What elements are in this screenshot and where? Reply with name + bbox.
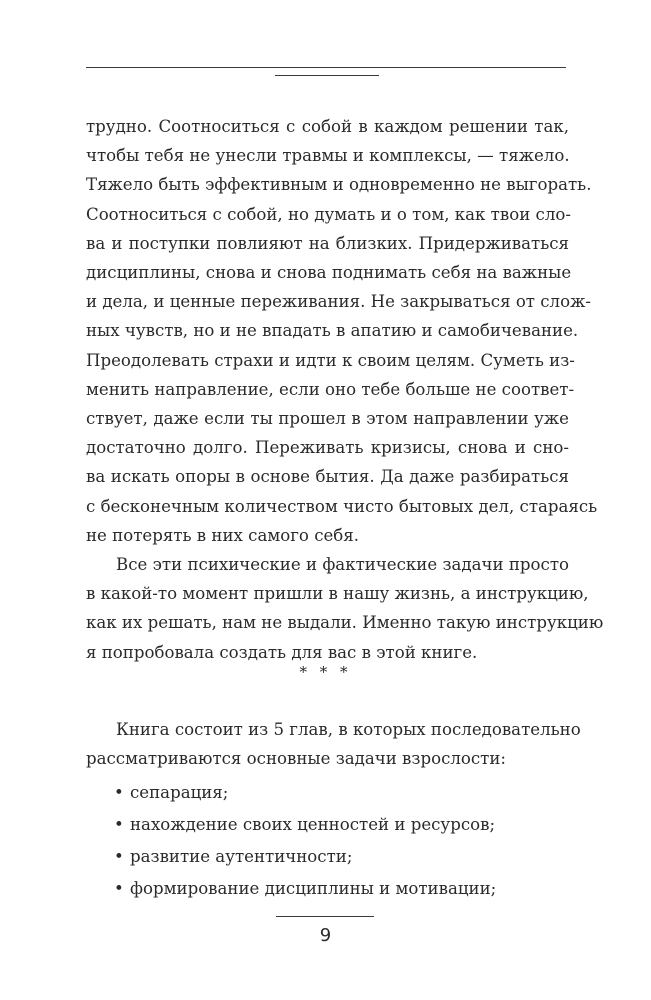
list-item-text: нахождение своих ценностей и ресурсов; (130, 815, 496, 835)
list-item-text: формирование дисциплины и мотивации; (130, 879, 497, 899)
text-line: чтобы тебя не унесли травмы и комплексы, — тяжело. (86, 146, 570, 166)
text-line: ных чувств, но и не впадать в апатию и самобичевание. (86, 321, 579, 341)
text-line: Тяжело быть эффективным и одновременно не выгорать. (86, 175, 592, 195)
header-short-rule (275, 75, 379, 76)
bullet-icon: • (114, 847, 124, 867)
paragraph-1 (86, 112, 598, 550)
text-line: менить направление, если оно тебе больше не соответ- (86, 379, 575, 399)
list-item-text: сепарация; (130, 783, 229, 803)
text-line: я попробовала создать для вас в этой книге. (86, 642, 478, 662)
tasks-list (86, 777, 569, 905)
bullet-icon: • (114, 879, 124, 899)
text-line: Соотноситься с собой, но думать и о том, как твои сло- (86, 204, 571, 224)
text-line: трудно. Соотноситься с собой в каждом решении так, (86, 117, 569, 136)
text-line: Все эти психические и фактические задачи просто (116, 555, 569, 575)
text-line: ствует, даже если ты прошел в этом направлении уже (86, 409, 569, 429)
bullet-icon: • (114, 815, 124, 835)
list-item (86, 873, 569, 905)
header-rule (86, 67, 566, 68)
paragraph-2 (86, 550, 604, 667)
list-item (86, 841, 569, 873)
text-line: Книга состоит из 5 глав, в которых последовательно (116, 720, 581, 739)
book-structure (86, 715, 581, 905)
list-item-text: развитие аутентичности; (130, 847, 353, 867)
paragraph-3 (86, 715, 581, 773)
list-item (86, 777, 569, 809)
text-line: дисциплины, снова и снова поднимать себя на важные (86, 263, 572, 283)
bullet-icon: • (114, 783, 124, 803)
text-line: в какой-то момент пришли в нашу жизнь, а инструкцию, (86, 584, 589, 604)
list-item (86, 809, 569, 841)
page-number: 9 (319, 925, 332, 946)
text-line: Преодолевать страхи и идти к своим целям. Суметь из- (86, 350, 575, 370)
text-line: как их решать, нам не выдали. Именно такую инструкцию (86, 613, 604, 633)
text-line: не потерять в них самого себя. (86, 525, 360, 545)
section-separator: * * * (299, 663, 352, 681)
text-line: ва и поступки повлияют на близких. Придерживаться (86, 233, 569, 253)
text-line: достаточно долго. Переживать кризисы, снова и сно- (86, 438, 569, 458)
text-line: ва искать опоры в основе бытия. Да даже разбираться (86, 467, 569, 487)
text-line: рассматриваются основные задачи взрослости: (86, 749, 507, 769)
footer-rule (276, 916, 374, 917)
body-text (86, 112, 604, 667)
text-line: с бесконечным количеством чисто бытовых дел, стараясь (86, 496, 598, 516)
text-line: и дела, и ценные переживания. Не закрываться от слож- (86, 292, 591, 312)
